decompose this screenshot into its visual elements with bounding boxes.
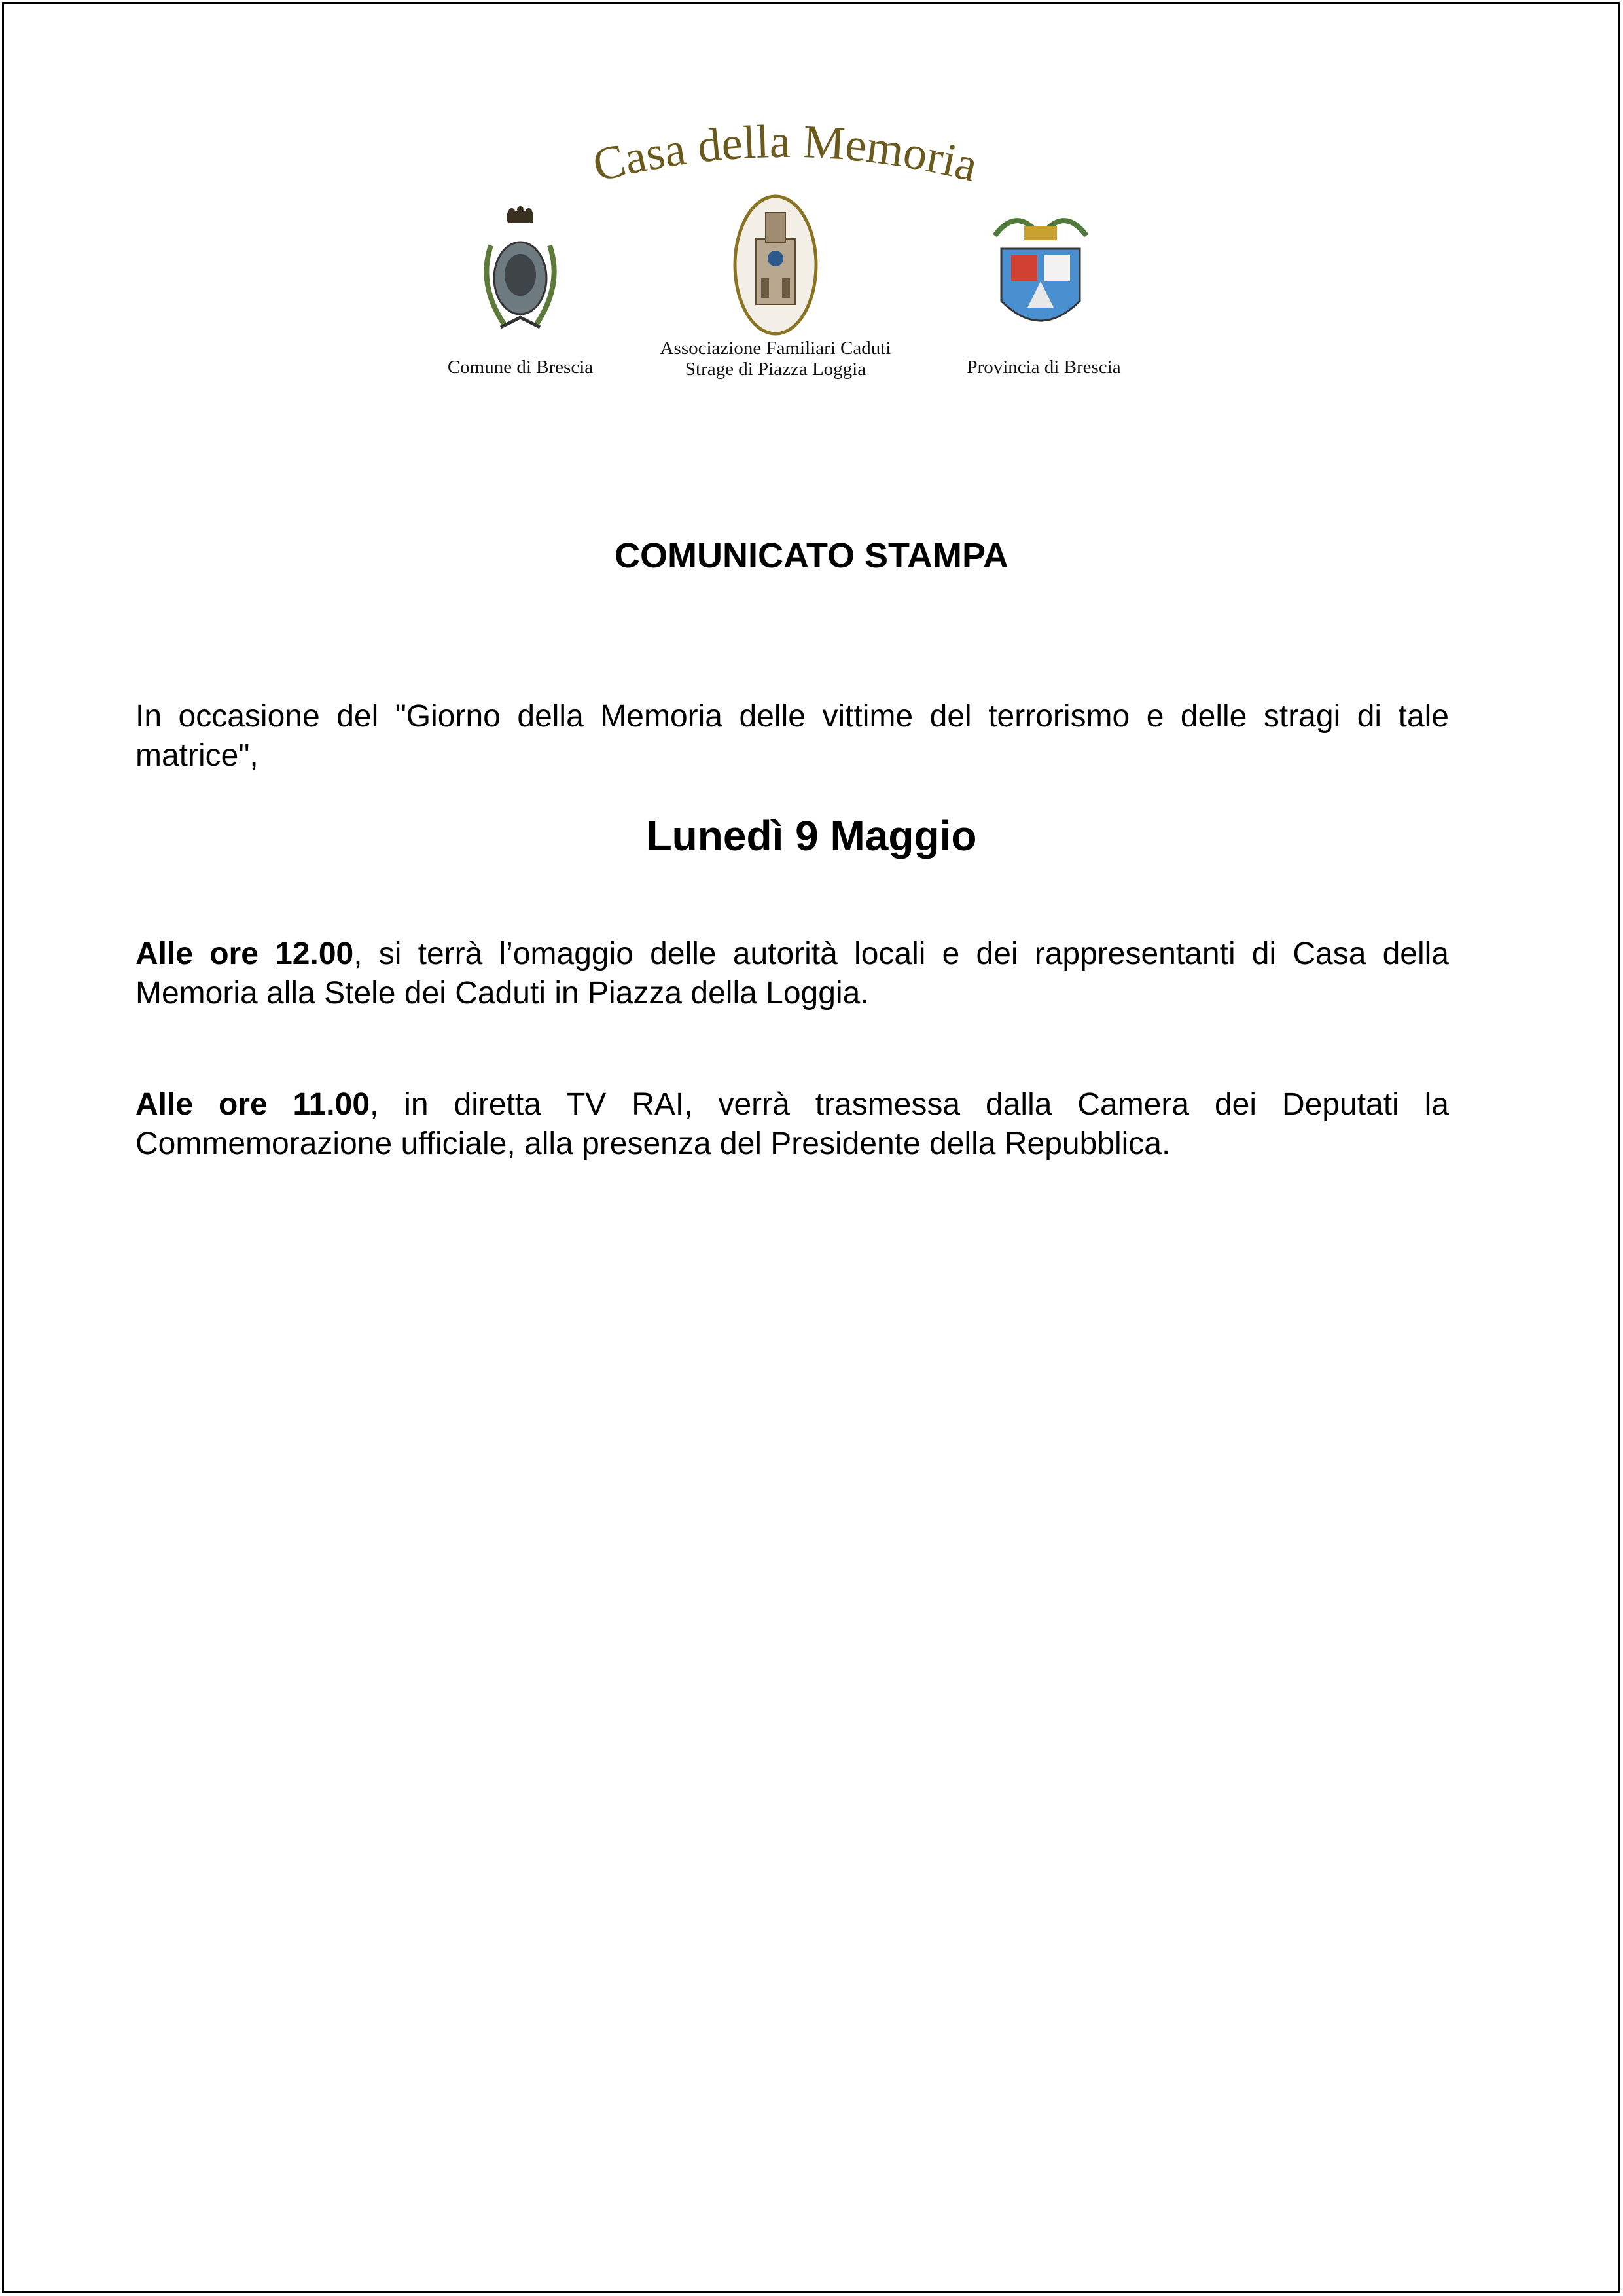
provincia-brescia-emblem-icon [982, 209, 1099, 344]
event-1-text: , si terrà l’omaggio delle autorità locali e dei rappresentanti di Casa della Memoria alla Stele dei Caduti in Piazza della Loggia. [135, 937, 1450, 1011]
comune-brescia-emblem-icon [465, 206, 576, 347]
svg-text:Casa della Memoria [588, 118, 983, 192]
event-paragraph-1 [135, 935, 1449, 1013]
event-2-text: , in diretta TV RAI, verrà trasmessa dalla Camera dei Deputati la Commemorazione ufficiale, alla presenza del Presidente della Repubblica. [135, 1087, 1449, 1161]
event-2-time: Alle ore 11.00 [135, 1087, 370, 1122]
intro-paragraph: In occasione del "Giorno della Memoria delle vittime del terrorismo e delle stragi di tale matrice", [135, 699, 1449, 773]
event-paragraph-2 [135, 1085, 1449, 1164]
associazione-caption-line2: Strage di Piazza Loggia [685, 359, 866, 380]
date-heading: Lunedì 9 Maggio [646, 812, 977, 859]
associazione-emblem-icon [730, 193, 821, 340]
event-1-time: Alle ore 12.00 [135, 937, 354, 971]
document-heading: COMUNICATO STAMPA [615, 536, 1008, 575]
arc-title-text: Casa della Memoria [588, 118, 984, 192]
letterhead-logos [432, 118, 1178, 393]
provincia-brescia-caption: Provincia di Brescia [967, 357, 1121, 378]
comune-brescia-caption: Comune di Brescia [447, 357, 594, 378]
associazione-caption-line1: Associazione Familiari Caduti [660, 338, 891, 359]
